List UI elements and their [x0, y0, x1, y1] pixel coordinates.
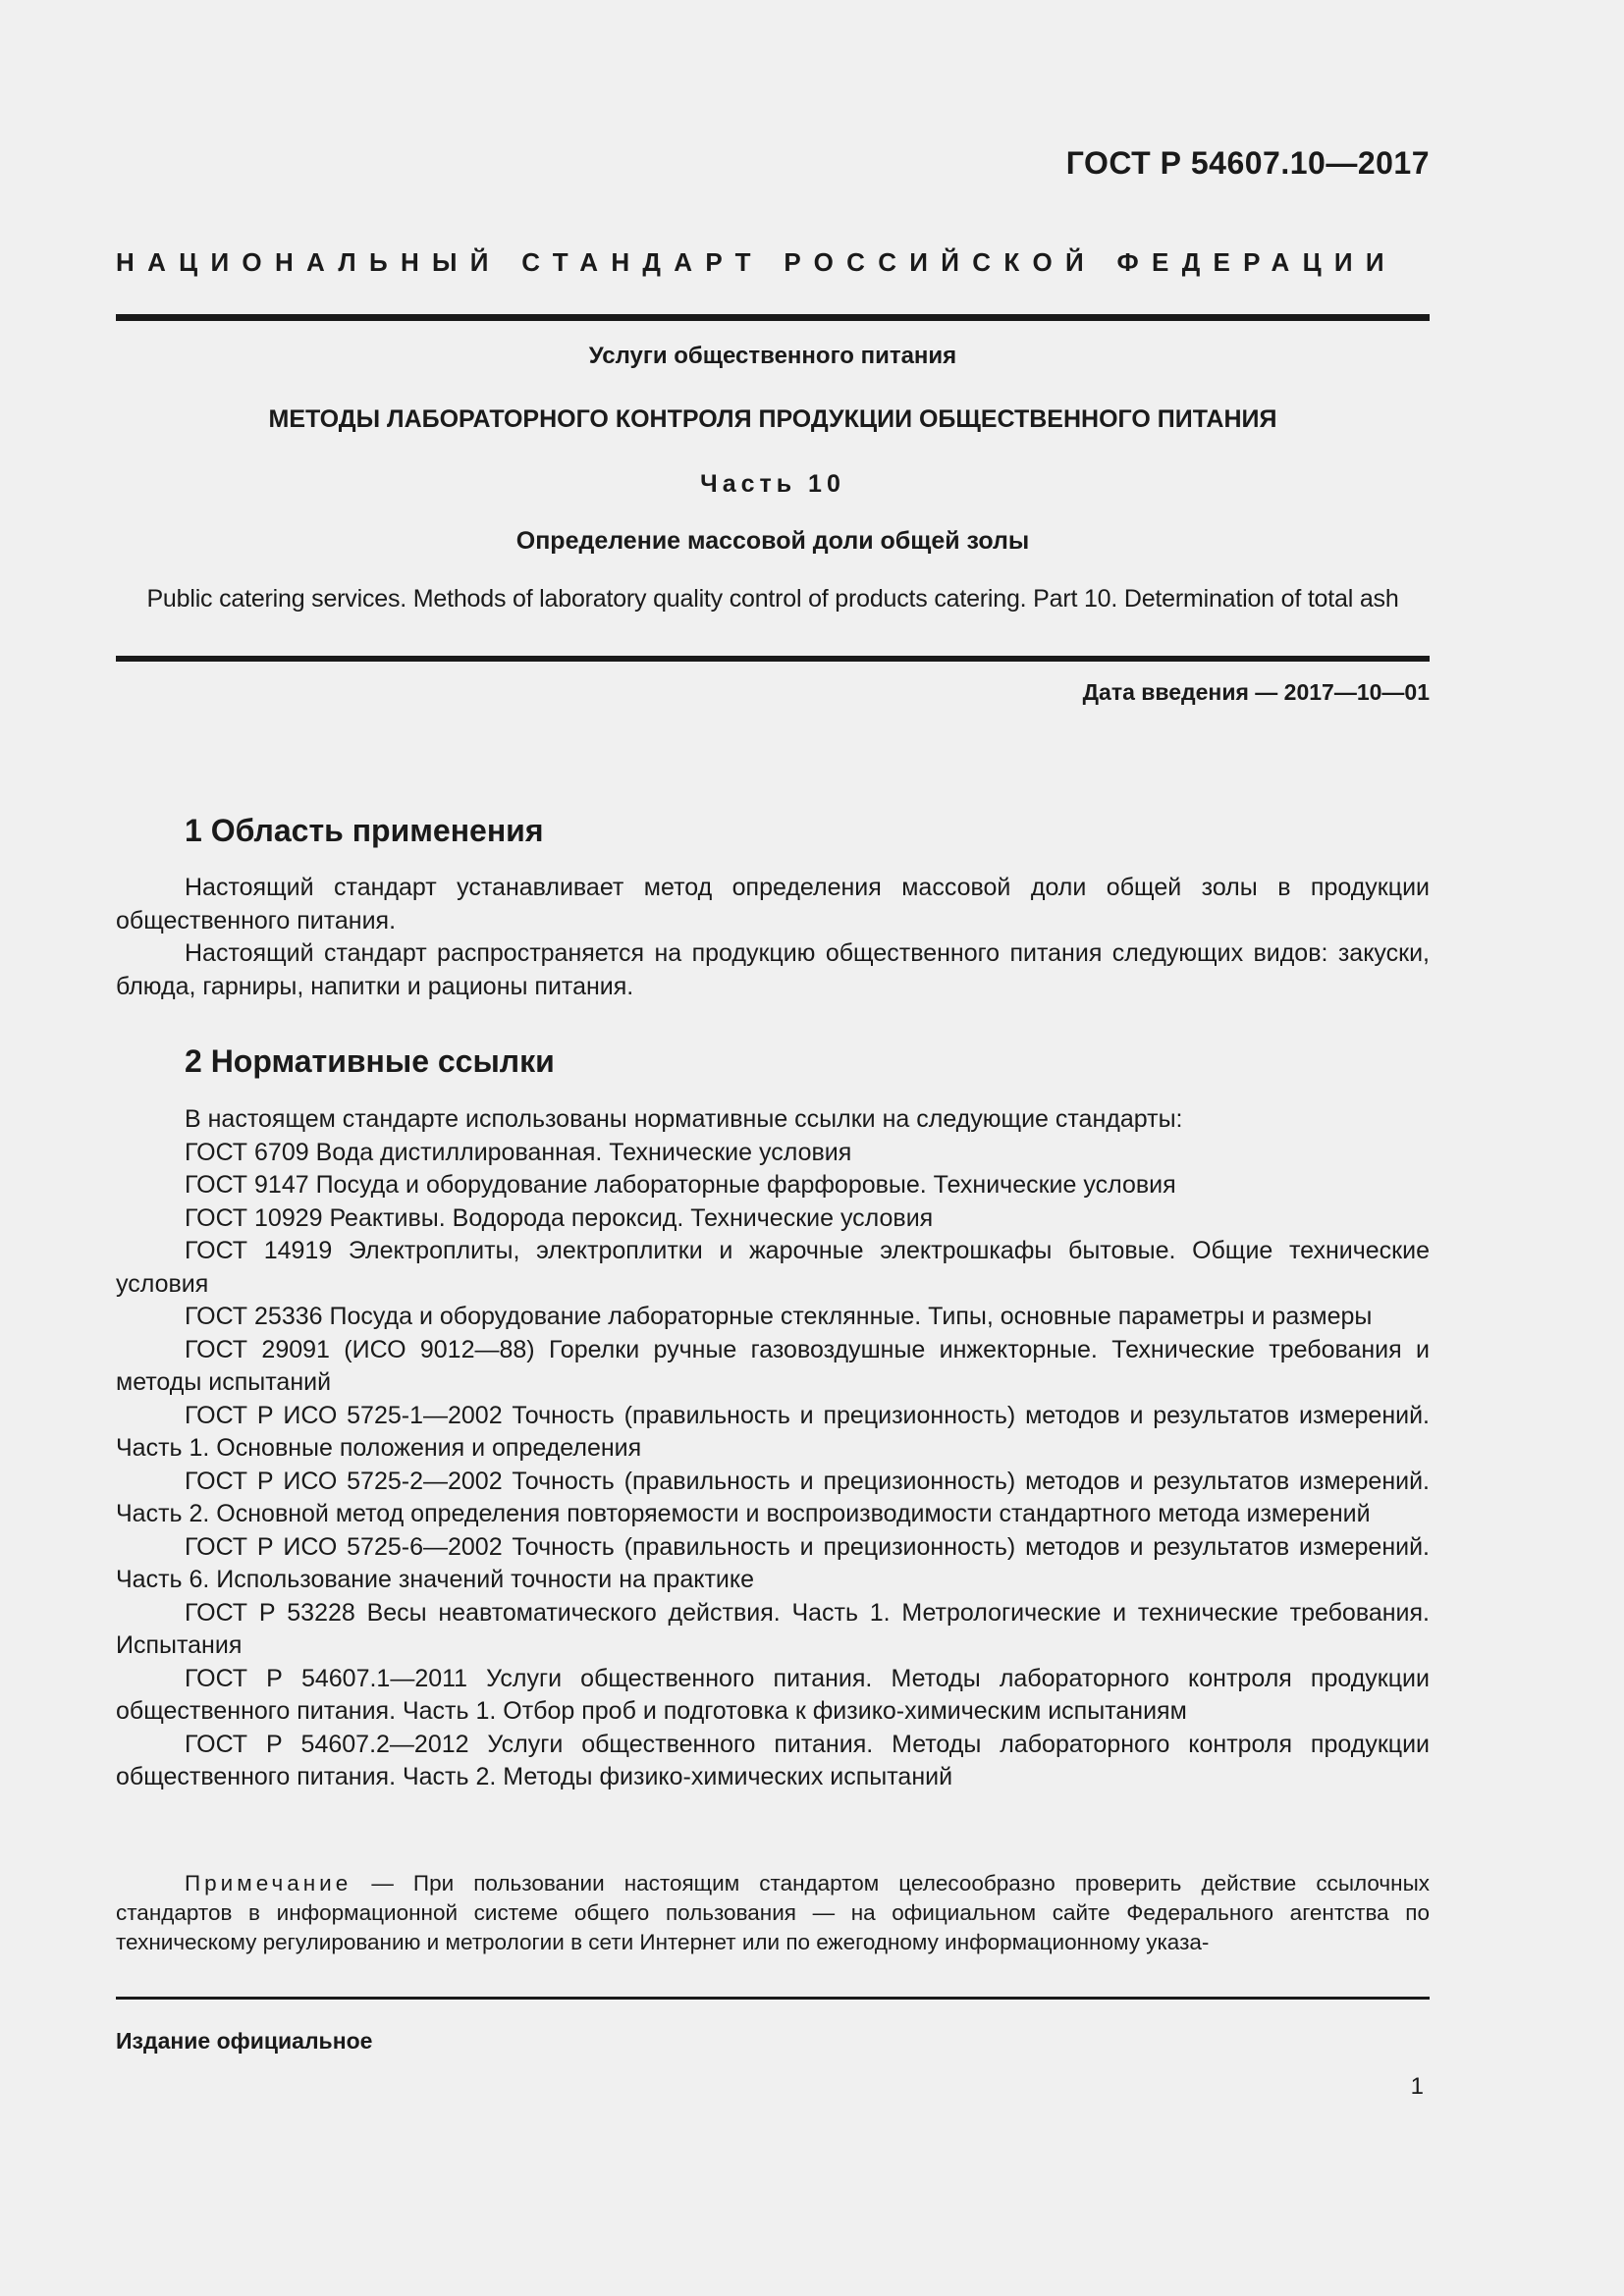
reference-item: ГОСТ Р ИСО 5725-2—2002 Точность (правильность и прецизионность) методов и результатов измерений. Часть 2. Основной метод определения повторяемости и воспроизводимости стандартного метода измерений — [116, 1467, 1430, 1527]
reference-item: ГОСТ 25336 Посуда и оборудование лабораторные стеклянные. Типы, основные параметры и размеры — [185, 1303, 1373, 1330]
title-definition: Определение массовой доли общей золы — [515, 527, 1030, 555]
title-part: Часть 10 — [700, 470, 845, 498]
reference-item: ГОСТ 9147 Посуда и оборудование лабораторные фарфоровые. Технические условия — [185, 1171, 1176, 1199]
title-divider — [116, 656, 1430, 662]
reference-item: ГОСТ Р 54607.1—2011 Услуги общественного питания. Методы лабораторного контроля продукции общественного питания. Часть 1. Отбор проб и подготовка к физико-химическим испытаниям — [116, 1664, 1430, 1725]
reference-item: ГОСТ 10929 Реактивы. Водорода пероксид. Технические условия — [185, 1203, 934, 1232]
title-services: Услуги общественного питания — [588, 343, 957, 369]
section-1-heading: 1 Область применения — [185, 813, 544, 848]
note — [116, 1869, 1430, 1957]
page-number: 1 — [1410, 2073, 1424, 2100]
normative-references — [116, 1103, 1430, 1794]
section-2-heading: 2 Нормативные ссылки — [185, 1043, 555, 1079]
reference-item: ГОСТ 14919 Электроплиты, электроплитки и жарочные электрошкафы бытовые. Общие технические условия — [116, 1237, 1430, 1298]
reference-item: ГОСТ Р 53228 Весы неавтоматического действия. Часть 1. Метрологические и технические требования. Испытания — [116, 1598, 1430, 1659]
reference-item: ГОСТ Р ИСО 5725-1—2002 Точность (правильность и прецизионность) методов и результатов измерений. Часть 1. Основные положения и определения — [116, 1401, 1430, 1462]
reference-item: ГОСТ 29091 (ИСО 9012—88) Горелки ручные газовоздушные инжекторные. Технические требования и методы испытаний — [116, 1335, 1430, 1396]
footer-divider — [116, 1997, 1430, 2000]
top-divider — [116, 314, 1430, 321]
reference-item: ГОСТ 6709 Вода дистиллированная. Технические условия — [185, 1138, 852, 1166]
references-intro: В настоящем стандарте использованы нормативные ссылки на следующие стандарты: — [185, 1105, 1183, 1133]
paragraph: Настоящий стандарт устанавливает метод определения массовой доли общей золы в продукции общественного питания. — [116, 874, 1430, 934]
title-english: Public catering services. Methods of laboratory quality control of products catering. Part 10. Determination of total ash — [146, 585, 1399, 613]
introduction-date: Дата введения — 2017—10—01 — [1082, 679, 1430, 705]
document-page — [116, 0, 1430, 2296]
section-1-body — [116, 872, 1430, 1003]
official-edition-label: Издание официальное — [116, 2028, 373, 2054]
national-standard-banner: НАЦИОНАЛЬНЫЙ СТАНДАРТ РОССИЙСКОЙ ФЕДЕРАЦИИ — [116, 247, 1397, 277]
note-text: — При пользовании настоящим стандартом целесообразно проверить действие ссылочных стандартов в информационной системе общего пользования — на официальном сайте Федерального агентства по техническому регулированию и метрологии в сети Интернет или по ежегодному информационному указа- — [116, 1871, 1430, 1954]
paragraph: Настоящий стандарт распространяется на продукцию общественного питания следующих видов: закуски, блюда, гарниры, напитки и рационы питания. — [116, 939, 1430, 1000]
reference-item: ГОСТ Р ИСО 5725-6—2002 Точность (правильность и прецизионность) методов и результатов измерений. Часть 6. Использование значений точности на практике — [116, 1532, 1430, 1593]
standard-code: ГОСТ Р 54607.10—2017 — [1065, 145, 1430, 181]
title-methods: МЕТОДЫ ЛАБОРАТОРНОГО КОНТРОЛЯ ПРОДУКЦИИ ОБЩЕСТВЕННОГО ПИТАНИЯ — [268, 405, 1277, 433]
note-label: Примечание — [185, 1871, 352, 1896]
reference-item: ГОСТ Р 54607.2—2012 Услуги общественного питания. Методы лабораторного контроля продукции общественного питания. Часть 2. Методы физико-химических испытаний — [116, 1730, 1430, 1790]
